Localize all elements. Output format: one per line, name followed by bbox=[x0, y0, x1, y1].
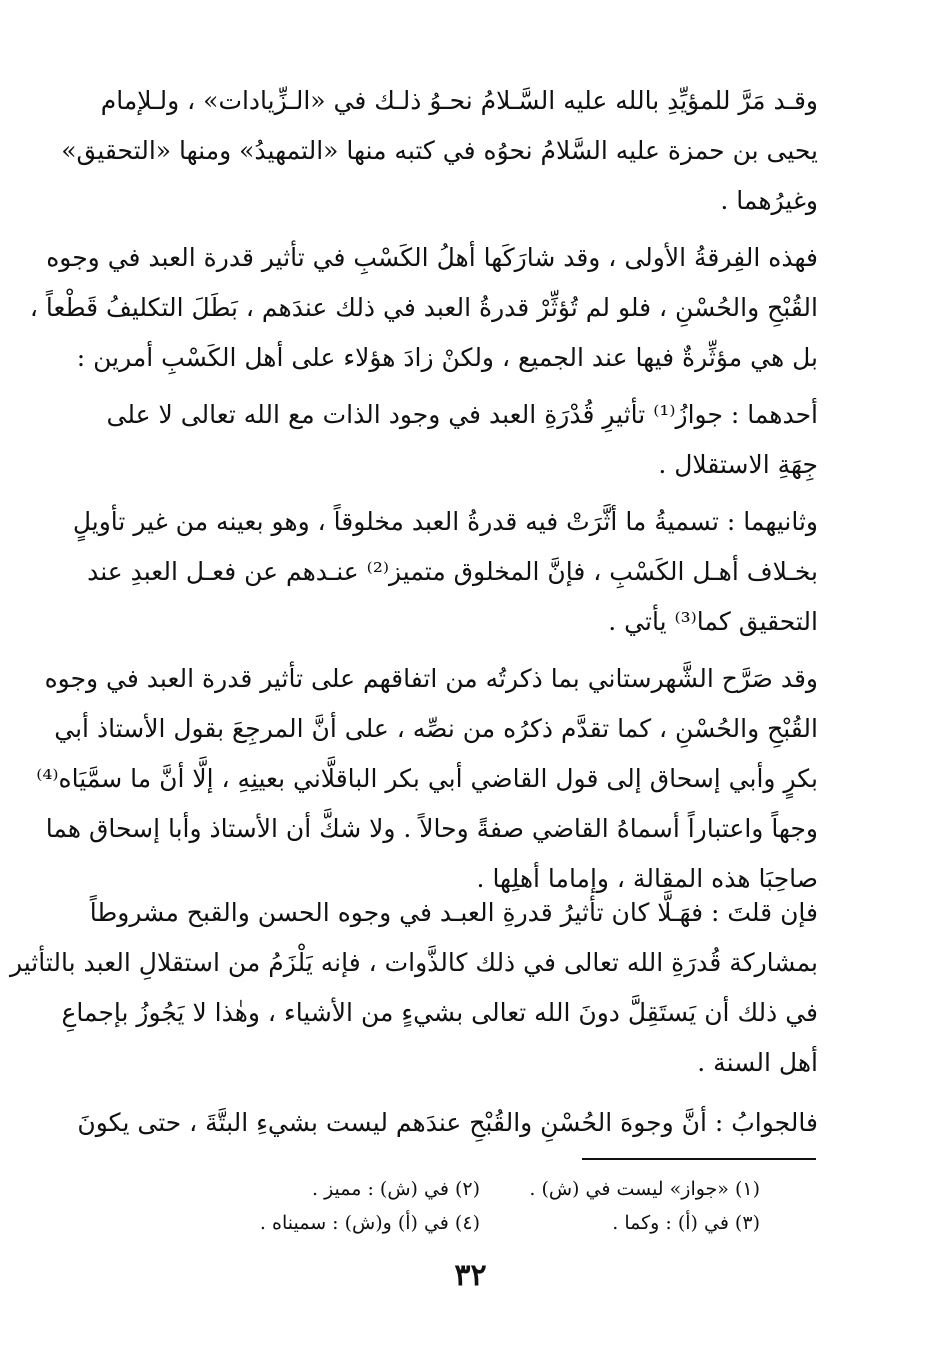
text-line: القُبْحِ والحُسْنِ ، كما تقدَّم ذكرُه من نصِّه ، على أنَّ المرجِعَ بقول الأستاذ أبي bbox=[54, 714, 818, 743]
text-line: بخـلاف أهـل الكَسْبِ ، فإنَّ المخلوق متميز⁽²⁾ عنـدهم عن فعـل العبدِ عند bbox=[87, 557, 818, 586]
paragraph bbox=[36, 654, 818, 904]
footnote-row bbox=[200, 1206, 760, 1240]
text-line: فهذه الفِرقةُ الأولى ، وقد شارَكَها أهلُ الكَسْبِ في تأثير قدرة العبد في وجوه bbox=[46, 243, 818, 272]
text-line: التحقيق كما⁽³⁾ يأتي . bbox=[608, 607, 818, 636]
footnote: (١) «جواز» ليست في (ش) . bbox=[529, 1178, 760, 1200]
paragraph bbox=[29, 233, 818, 383]
text-line: صاحِبَا هذه المقالة ، وإماما أهلِها . bbox=[476, 864, 818, 893]
paragraph bbox=[61, 76, 818, 226]
text-line: وغيرُهما . bbox=[720, 186, 818, 215]
text-line: فالجوابُ : أنَّ وجوهَ الحُسْنِ والقُبْحِ عندَهم ليست بشيءِ البتَّةَ ، حتى يكونَ bbox=[77, 1108, 818, 1137]
text-line: بمشاركة قُدرَةِ الله تعالى في ذلك كالذَّوات ، فإنه يَلْزَمُ من استقلالِ العبد بالتأثير bbox=[9, 948, 818, 977]
text-line: في ذلك أن يَستَقِلَّ دونَ الله تعالى بشيءٍ من الأشياء ، وهٰذا لا يَجُوزُ بإجماعِ bbox=[61, 998, 818, 1027]
text-line: يحيى بن حمزة عليه السَّلامُ نحوُه في كتبه منها «التمهيدُ» ومنها «التحقيق» bbox=[61, 136, 818, 165]
footnote: (٣) في (أ) : وكما . bbox=[612, 1212, 760, 1234]
text-line: بكرٍ وأبي إسحاق إلى قول القاضي أبي بكر الباقلَّاني بعينِهِ ، إلَّا أنَّ ما سمَّيَاه⁽⁴⁾ bbox=[36, 764, 818, 793]
text-line: أهل السنة . bbox=[697, 1048, 818, 1077]
paragraph bbox=[72, 497, 818, 647]
footnote-separator bbox=[582, 1158, 816, 1160]
text-line: وجهاً واعتباراً أسماهُ القاضي صفةً وحالاً . ولا شكَّ أن الأستاذ وأبا إسحاق هما bbox=[45, 814, 818, 843]
paragraph bbox=[106, 390, 818, 490]
text-line: وقد صَرَّح الشَّهرستاني بما ذكرتُه من اتفاقهم على تأثير قدرة العبد في وجوه bbox=[44, 664, 818, 693]
text-line: بل هي مؤثِّرةٌ فيها عند الجميع ، ولكنْ زادَ هؤلاء على أهل الكَسْبِ أمرين : bbox=[76, 343, 818, 372]
text-line: وثانيهما : تسميةُ ما أثَّرَتْ فيه قدرةُ العبد مخلوقاً ، وهو بعينه من غير تأويلٍ bbox=[72, 507, 818, 536]
paragraph bbox=[9, 888, 818, 1088]
text-line: وقـد مَرَّ للمؤيِّدِ بالله عليه السَّـلامُ نحـوُ ذلـك في «الـزِّيادات» ، ولـلإمام bbox=[100, 86, 818, 115]
page-number: ٣٢ bbox=[454, 1258, 487, 1293]
text-line: جِهَةِ الاستقلال . bbox=[658, 450, 818, 479]
text-line: أحدهما : جوازُ⁽¹⁾ تأثيرِ قُدْرَةِ العبد في وجود الذات مع الله تعالى لا على bbox=[106, 400, 818, 429]
footnote: (٤) في (أ) و(ش) : سميناه . bbox=[259, 1212, 480, 1234]
text-line: القُبْحِ والحُسْنِ ، فلو لم تُؤثِّرْ قدرةُ العبد في ذلك عندَهم ، بَطَلَ التكليفُ قَطْعاً ، bbox=[29, 293, 818, 322]
footnote-row bbox=[200, 1172, 760, 1206]
text-line: فإن قلتَ : فهَـلَّا كان تأثيرُ قدرةِ العبـد في وجوه الحسن والقبح مشروطاً bbox=[89, 898, 818, 927]
footnote: (٢) في (ش) : مميز . bbox=[311, 1178, 480, 1200]
footnotes bbox=[200, 1172, 760, 1240]
paragraph bbox=[77, 1098, 818, 1148]
